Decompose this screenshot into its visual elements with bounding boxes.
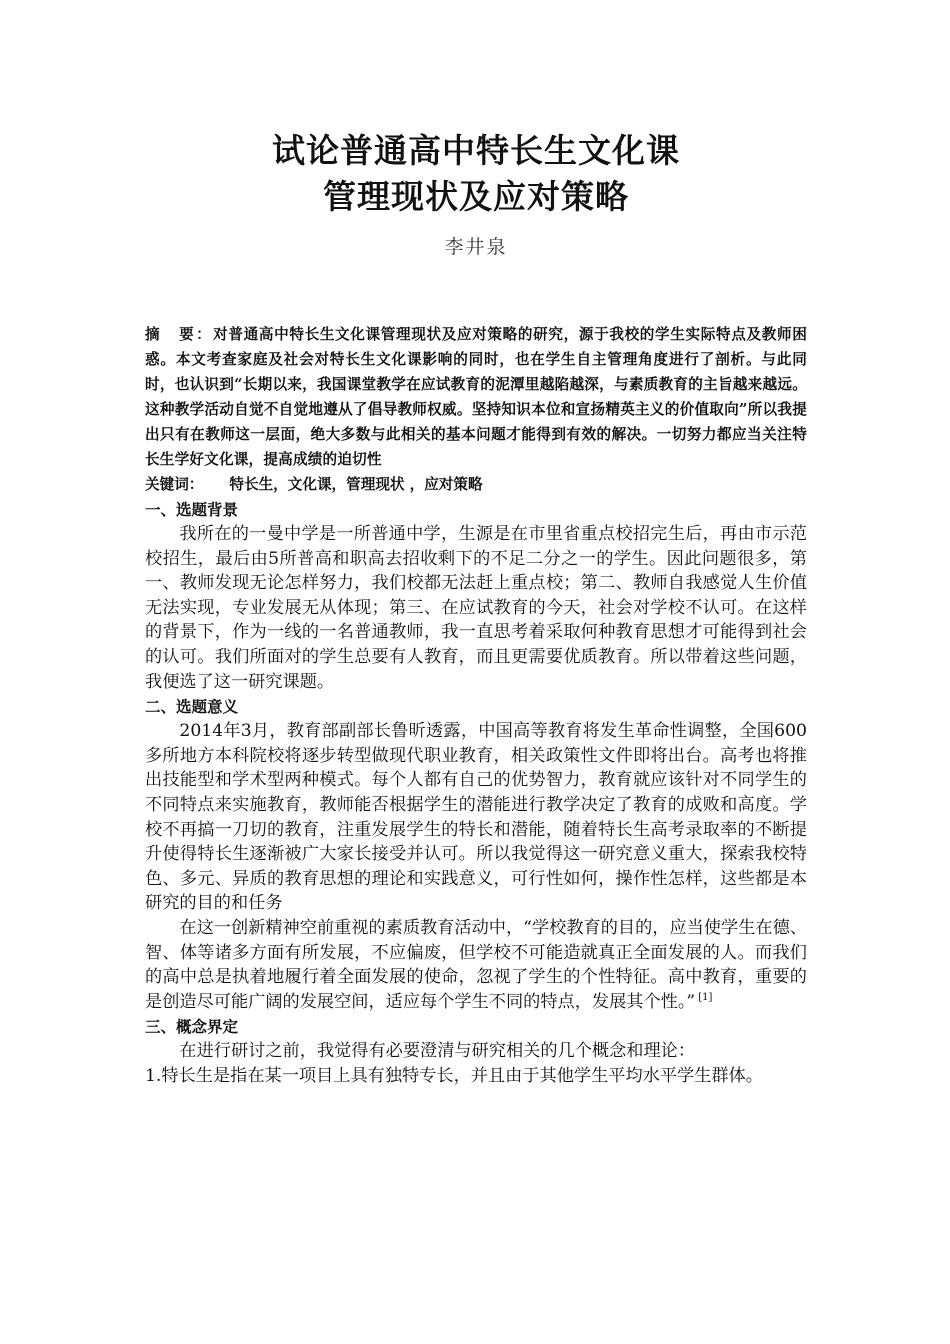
citation-ref: [1] <box>698 991 713 1003</box>
title-line-2: 管理现状及应对策略 <box>323 177 629 216</box>
document-title <box>145 128 807 220</box>
section-2-paragraph-2-text: 在这一创新精神空前重视的素质教育活动中，“学校教育的目的，应当使学生在德、智、体等诸多方面有所发展，不应偏废，但学校不可能造就真正全面发展的人。而我们的高中总是执着地履行着全面发展的使命，忽视了学生的个性特征。高中教育，重要的是创造尽可能广阔的发展空间，适应每个学生不同的特点，发展其个性。” <box>145 917 807 1012</box>
abstract <box>145 322 807 472</box>
section-heading-3: 三、概念界定 <box>145 1017 239 1037</box>
section-heading-1: 一、选题背景 <box>145 500 239 519</box>
section-3-paragraph-1: 在进行研讨之前，我觉得有必要澄清与研究相关的几个概念和理论： <box>179 1041 696 1062</box>
section-2-paragraph-2 <box>145 916 807 1014</box>
document-page <box>145 128 807 1088</box>
keywords-label: 关键词： <box>145 476 204 493</box>
section-1-paragraph-1: 我所在的一曼中学是一所普通中学，生源是在市里省重点校招完生后，再由市示范校招生，最后由5所普高和职高去招收剩下的不足二分之一的学生。因此问题很多，第一、教师发现无论怎样努力，我们校都无法赶上重点校；第二、教师自我感觉人生价值无法实现，专业发展无从体现；第三、在应试教育的今天，社会对学校不认可。在这样的背景下，作为一线的一名普通教师，我一直思考着采取何种教育思想才可能得到社会的认可。我们所面对的学生总要有人教育，而且更需要优质教育。所以带着这些问题，我便选了这一研究课题。 <box>145 524 807 692</box>
section-3-paragraph-2: 1.特长生是指在某一项目上具有独特专长，并且由于其他学生平均水平学生群体。 <box>145 1065 763 1086</box>
section-2-paragraph-1: 2014年3月，教育部副部长鲁昕透露，中国高等教育将发生革命性调整，全国600多所地方本科院校将逐步转型做现代职业教育，相关政策性文件即将出台。高考也将推出技能型和学术型两种模式。每个人都有自己的优势智力，教育就应该针对不同学生的不同特点来实施教育，教师能否根据学生的潜能进行教学决定了教育的成败和高度。学校不再搞一刀切的教育，注重发展学生的特长和潜能，随着特长生高考录取率的不断提升使得特长生逐渐被广大家长接受并认可。所以我觉得这一研究意义重大，探索我校特色、多元、异质的教育思想的理论和实践意义，可行性如何，操作性怎样，这些都是本研究的目的和任务 <box>145 721 807 914</box>
section-heading-2: 二、选题意义 <box>145 697 239 717</box>
keywords <box>145 472 807 497</box>
title-line-1: 试论普通高中特长生文化课 <box>272 131 680 170</box>
keywords-text: 特长生，文化课，管理现状 ，应对策略 <box>229 476 483 493</box>
abstract-text: 对普通高中特长生文化课管理现状及应对策略的研究，源于我校的学生实际特点及教师困惑。本文考查家庭及社会对特长生文化课影响的同时，也在学生自主管理角度进行了剖析。与此同时，也认识到“长期以来，我国课堂教学在应试教育的泥潭里越陷越深，与素质教育的主旨越来越远。这种教学活动自觉不自觉地遵从了倡导教师权威。坚持知识本位和宣扬精英主义的价值取向”所以我提出只有在教师这一层面，绝大多数与此相关的基本问题才能得到有效的解决。一切努力都应当关注特长生学好文化课，提高成绩的迫切性 <box>145 326 807 468</box>
abstract-label: 摘 要： <box>145 326 214 343</box>
author-name: 李井泉 <box>444 236 508 258</box>
